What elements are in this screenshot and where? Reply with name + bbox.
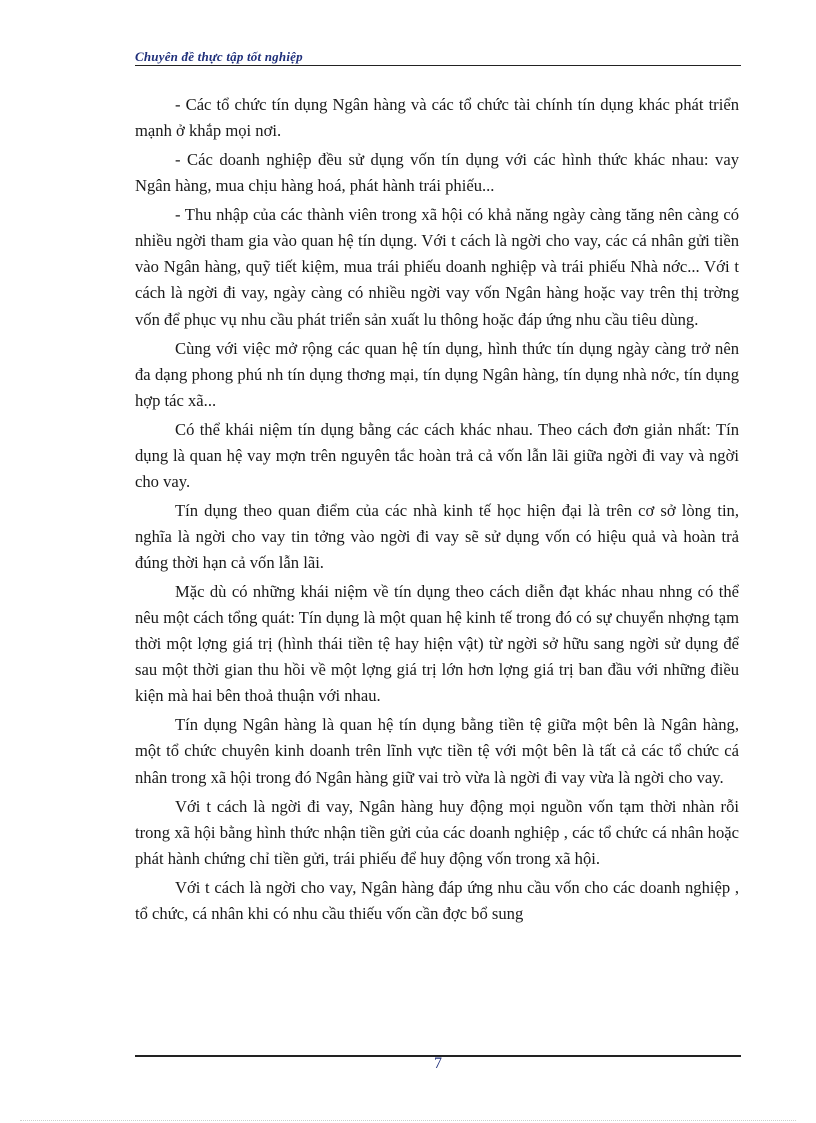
- running-header-title: Chuyên đề thực tập tốt nghiệp: [135, 49, 303, 64]
- paragraph: Tín dụng theo quan điểm của các nhà kinh tế học hiện đại là trên cơ sở lòng tin, nghĩa là ngời cho vay tin tởng vào ngời đi vay sẽ sử dụng vốn có hiệu quả và hoàn trả đúng thời hạn cả vốn lẫn lãi.: [135, 500, 739, 573]
- paragraph: - Các doanh nghiệp đều sử dụng vốn tín dụng với các hình thức khác nhau: vay Ngân hàng, mua chịu hàng hoá, phát hành trái phiếu...: [135, 150, 739, 196]
- header-divider: [135, 65, 741, 66]
- paragraph: - Thu nhập của các thành viên trong xã hội có khả năng ngày càng tăng nên càng có nhiều ngời tham gia vào quan hệ tín dụng. Với t cách là ngời cho vay, các cá nhân gửi tiền vào Ngân hàng, quỹ tiết kiệm, mua trái phiếu doanh nghiệp và trái phiếu Nhà nớc... Với t cách là ngời đi vay, ngày càng có nhiều ngời vay vốn Ngân hàng hoặc vay trên thị trờng vốn để phục vụ nhu cầu phát triển sản xuất lu thông hoặc đáp ứng nhu cầu tiêu dùng.: [135, 205, 739, 329]
- paragraph: Mặc dù có những khái niệm về tín dụng theo cách diễn đạt khác nhau nhng có thể nêu một cách tổng quát: Tín dụng là một quan hệ kinh tế trong đó có sự chuyển nhợng tạm thời một lợng giá trị (hình thái tiền tệ hay hiện vật) từ ngời sở hữu sang ngời sử dụng để sau một thời gian thu hồi về một lợng giá trị lớn hơn lợng giá trị ban đầu với những điều kiện mà hai bên thoả thuận với nhau.: [135, 582, 739, 706]
- paragraph: Với t cách là ngời cho vay, Ngân hàng đáp ứng nhu cầu vốn cho các doanh nghiệp , tổ chức, cá nhân khi có nhu cầu thiếu vốn cần đợc bổ sung: [135, 877, 739, 923]
- paragraph: - Các tổ chức tín dụng Ngân hàng và các tổ chức tài chính tín dụng khác phát triển mạnh ở khắp mọi nơi.: [135, 95, 739, 141]
- paragraph: Có thể khái niệm tín dụng bằng các cách khác nhau. Theo cách đơn giản nhất: Tín dụng là quan hệ vay mợn trên nguyên tắc hoàn trả cả vốn lẫn lãi giữa ngời đi vay và ngời cho vay.: [135, 419, 739, 491]
- paragraph: Tín dụng Ngân hàng là quan hệ tín dụng bằng tiền tệ giữa một bên là Ngân hàng, một tổ chức chuyên kinh doanh trên lĩnh vực tiền tệ với một bên là tất cả các tổ chức cá nhân trong xã hội trong đó Ngân hàng giữ vai trò vừa là ngời đi vay vừa là ngời cho vay.: [135, 715, 739, 787]
- page-edge-divider: [20, 1120, 796, 1121]
- paragraph: Với t cách là ngời đi vay, Ngân hàng huy động mọi nguồn vốn tạm thời nhàn rỗi trong xã hội bằng hình thức nhận tiền gửi của các doanh nghiệp , các tổ chức cá nhân hoặc phát hành chứng chỉ tiền gửi, trái phiếu để huy động vốn trong xã hội.: [135, 796, 739, 868]
- body-text: [135, 92, 739, 930]
- page-number: 7: [434, 1055, 442, 1072]
- paragraph: Cùng với việc mở rộng các quan hệ tín dụng, hình thức tín dụng ngày càng trở nên đa dạng phong phú nh tín dụng thơng mại, tín dụng Ngân hàng, tín dụng nhà nớc, tín dụng hợp tác xã...: [135, 338, 739, 410]
